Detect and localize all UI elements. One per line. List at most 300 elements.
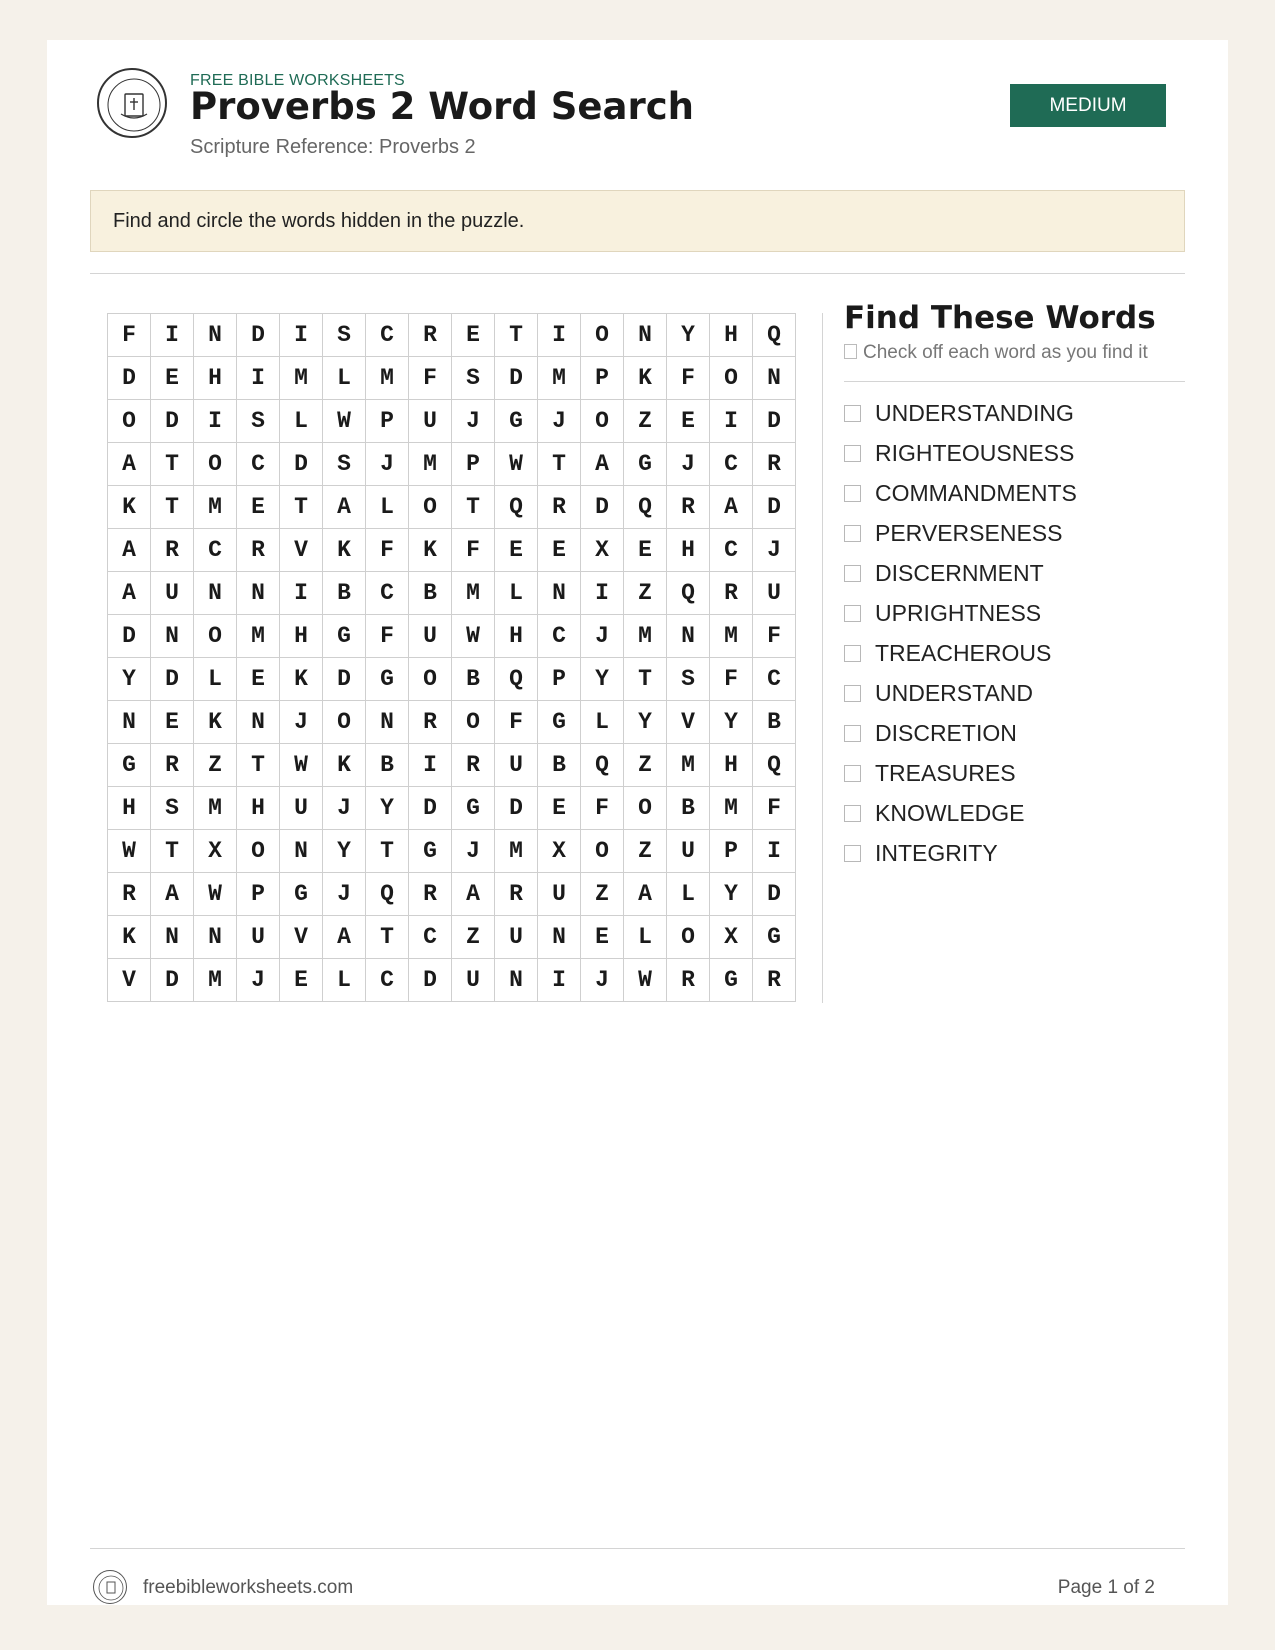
grid-cell[interactable]: I (280, 314, 323, 357)
grid-cell[interactable]: F (366, 615, 409, 658)
grid-cell[interactable]: M (194, 959, 237, 1002)
grid-cell[interactable]: G (366, 658, 409, 701)
grid-cell[interactable]: P (538, 658, 581, 701)
grid-cell[interactable]: I (710, 400, 753, 443)
grid-cell[interactable]: L (323, 357, 366, 400)
grid-cell[interactable]: F (366, 529, 409, 572)
grid-cell[interactable]: N (538, 572, 581, 615)
grid-cell[interactable]: R (409, 701, 452, 744)
grid-cell[interactable]: B (667, 787, 710, 830)
grid-cell[interactable]: I (538, 959, 581, 1002)
grid-cell[interactable]: U (280, 787, 323, 830)
grid-cell[interactable]: Y (366, 787, 409, 830)
word-list (844, 393, 1185, 873)
grid-cell[interactable]: M (710, 615, 753, 658)
grid-cell[interactable]: C (710, 443, 753, 486)
grid-cell[interactable]: T (151, 443, 194, 486)
grid-cell[interactable]: T (151, 486, 194, 529)
grid-cell[interactable]: T (151, 830, 194, 873)
grid-cell[interactable]: R (409, 314, 452, 357)
grid-cell[interactable]: M (366, 357, 409, 400)
grid-cell[interactable]: G (409, 830, 452, 873)
grid-cell[interactable]: Z (624, 830, 667, 873)
grid-cell[interactable]: M (194, 486, 237, 529)
grid-cell[interactable]: D (237, 314, 280, 357)
grid-cell[interactable]: G (108, 744, 151, 787)
grid-cell[interactable]: D (753, 486, 796, 529)
grid-cell[interactable]: Q (581, 744, 624, 787)
grid-cell[interactable]: T (237, 744, 280, 787)
grid-cell[interactable]: D (151, 658, 194, 701)
grid-cell[interactable]: P (237, 873, 280, 916)
grid-cell[interactable]: E (495, 529, 538, 572)
grid-cell[interactable]: M (194, 787, 237, 830)
grid-cell[interactable]: J (753, 529, 796, 572)
grid-cell[interactable]: G (710, 959, 753, 1002)
word-checkbox[interactable] (844, 525, 861, 542)
grid-cell[interactable]: W (495, 443, 538, 486)
grid-cell[interactable]: J (237, 959, 280, 1002)
grid-row (108, 615, 796, 658)
grid-cell[interactable]: D (495, 787, 538, 830)
grid-cell[interactable]: G (495, 400, 538, 443)
grid-cell[interactable]: P (452, 443, 495, 486)
grid-cell[interactable]: B (538, 744, 581, 787)
grid-cell[interactable]: D (409, 959, 452, 1002)
grid-cell[interactable]: E (151, 357, 194, 400)
grid-row (108, 400, 796, 443)
grid-cell[interactable]: W (323, 400, 366, 443)
grid-cell[interactable]: R (237, 529, 280, 572)
grid-cell[interactable]: P (366, 400, 409, 443)
grid-cell[interactable]: R (108, 873, 151, 916)
grid-cell[interactable]: J (452, 400, 495, 443)
grid-cell[interactable]: G (280, 873, 323, 916)
grid-cell[interactable]: F (667, 357, 710, 400)
grid-cell[interactable]: Y (581, 658, 624, 701)
grid-cell[interactable]: D (151, 400, 194, 443)
grid-cell[interactable]: H (194, 357, 237, 400)
grid-cell[interactable]: T (452, 486, 495, 529)
difficulty-badge: MEDIUM (1010, 84, 1166, 127)
grid-cell[interactable]: Z (194, 744, 237, 787)
grid-cell[interactable]: B (366, 744, 409, 787)
grid-cell[interactable]: J (581, 959, 624, 1002)
grid-cell[interactable]: G (753, 916, 796, 959)
grid-cell[interactable]: Q (753, 744, 796, 787)
grid-cell[interactable]: Q (667, 572, 710, 615)
grid-cell[interactable]: K (280, 658, 323, 701)
grid-cell[interactable]: P (710, 830, 753, 873)
grid-cell[interactable]: G (624, 443, 667, 486)
grid-cell[interactable]: N (151, 615, 194, 658)
grid-cell[interactable]: X (538, 830, 581, 873)
grid-cell[interactable]: Y (710, 701, 753, 744)
grid-cell[interactable]: E (667, 400, 710, 443)
grid-cell[interactable]: G (538, 701, 581, 744)
word-checkbox[interactable] (844, 725, 861, 742)
grid-cell[interactable]: X (194, 830, 237, 873)
grid-cell[interactable]: M (538, 357, 581, 400)
grid-cell[interactable]: N (753, 357, 796, 400)
grid-cell[interactable]: E (581, 916, 624, 959)
logo-seal-icon (97, 68, 167, 138)
grid-cell[interactable]: J (581, 615, 624, 658)
grid-cell[interactable]: X (581, 529, 624, 572)
word-item (844, 593, 1185, 633)
grid-cell[interactable]: A (108, 572, 151, 615)
grid-cell[interactable]: C (237, 443, 280, 486)
grid-cell[interactable]: L (323, 959, 366, 1002)
grid-cell[interactable]: E (624, 529, 667, 572)
grid-cell[interactable]: R (495, 873, 538, 916)
grid-cell[interactable]: K (194, 701, 237, 744)
grid-cell[interactable]: R (710, 572, 753, 615)
word-item (844, 553, 1185, 593)
footer-divider (90, 1548, 1185, 1549)
grid-cell[interactable]: N (366, 701, 409, 744)
grid-cell[interactable]: O (323, 701, 366, 744)
grid-cell[interactable]: N (237, 701, 280, 744)
grid-cell[interactable]: C (366, 959, 409, 1002)
word-checkbox[interactable] (844, 765, 861, 782)
grid-cell[interactable]: R (452, 744, 495, 787)
grid-cell[interactable]: Y (624, 701, 667, 744)
grid-cell[interactable]: Z (581, 873, 624, 916)
grid-cell[interactable]: Q (495, 486, 538, 529)
grid-cell[interactable]: D (108, 615, 151, 658)
grid-cell[interactable]: R (151, 529, 194, 572)
grid-cell[interactable]: L (667, 873, 710, 916)
grid-cell[interactable]: E (151, 701, 194, 744)
grid-cell[interactable]: J (323, 873, 366, 916)
grid-cell[interactable]: Z (452, 916, 495, 959)
grid-cell[interactable]: O (409, 658, 452, 701)
grid-cell[interactable]: Y (667, 314, 710, 357)
page-title: Proverbs 2 Word Search (190, 85, 695, 128)
grid-cell[interactable]: R (667, 959, 710, 1002)
grid-cell[interactable]: G (323, 615, 366, 658)
grid-cell[interactable]: A (710, 486, 753, 529)
grid-cell[interactable]: W (194, 873, 237, 916)
grid-cell[interactable]: F (753, 787, 796, 830)
grid-cell[interactable]: T (624, 658, 667, 701)
grid-cell[interactable]: O (581, 400, 624, 443)
instructions-box: Find and circle the words hidden in the puzzle. (90, 190, 1185, 252)
grid-cell[interactable]: M (452, 572, 495, 615)
grid-cell[interactable]: W (452, 615, 495, 658)
grid-cell[interactable]: H (710, 314, 753, 357)
grid-cell[interactable]: A (323, 916, 366, 959)
grid-cell[interactable]: L (280, 400, 323, 443)
grid-cell[interactable]: I (581, 572, 624, 615)
grid-cell[interactable]: C (194, 529, 237, 572)
grid-cell[interactable]: O (581, 830, 624, 873)
grid-cell[interactable]: W (624, 959, 667, 1002)
grid-cell[interactable]: R (409, 873, 452, 916)
scripture-reference: Scripture Reference: Proverbs 2 (190, 136, 476, 158)
grid-cell[interactable]: M (237, 615, 280, 658)
grid-cell[interactable]: R (753, 959, 796, 1002)
grid-cell[interactable]: F (753, 615, 796, 658)
grid-cell[interactable]: K (409, 529, 452, 572)
grid-cell[interactable]: B (753, 701, 796, 744)
footer-logo-icon (93, 1570, 127, 1604)
word-label: KNOWLEDGE (875, 799, 1025, 826)
grid-cell[interactable]: L (495, 572, 538, 615)
grid-cell[interactable]: J (452, 830, 495, 873)
header (97, 68, 1166, 168)
grid-cell[interactable]: Z (624, 572, 667, 615)
grid-cell[interactable]: M (667, 744, 710, 787)
word-checkbox[interactable] (844, 605, 861, 622)
grid-cell[interactable]: I (538, 314, 581, 357)
grid-cell[interactable]: C (409, 916, 452, 959)
grid-cell[interactable]: A (323, 486, 366, 529)
grid-cell[interactable]: H (280, 615, 323, 658)
grid-cell[interactable]: J (280, 701, 323, 744)
grid-cell[interactable]: D (280, 443, 323, 486)
grid-cell[interactable]: Z (624, 400, 667, 443)
column-divider (822, 313, 823, 1003)
grid-cell[interactable]: U (495, 744, 538, 787)
grid-cell[interactable]: T (495, 314, 538, 357)
grid-cell[interactable]: N (194, 916, 237, 959)
grid-cell[interactable]: D (753, 400, 796, 443)
grid-cell[interactable]: S (323, 314, 366, 357)
grid-cell[interactable]: J (538, 400, 581, 443)
grid-cell[interactable]: B (323, 572, 366, 615)
word-list-title: Find These Words (844, 300, 1156, 336)
grid-cell[interactable]: V (108, 959, 151, 1002)
grid-cell[interactable]: Q (495, 658, 538, 701)
grid-cell[interactable]: D (323, 658, 366, 701)
grid-cell[interactable]: N (538, 916, 581, 959)
grid-cell[interactable]: R (753, 443, 796, 486)
grid-cell[interactable]: O (667, 916, 710, 959)
grid-cell[interactable]: T (366, 916, 409, 959)
grid-cell[interactable]: E (538, 529, 581, 572)
grid-cell[interactable]: N (495, 959, 538, 1002)
grid-cell[interactable]: N (194, 314, 237, 357)
grid-cell[interactable]: V (280, 916, 323, 959)
grid-cell[interactable]: C (710, 529, 753, 572)
grid-row (108, 357, 796, 400)
grid-cell[interactable]: K (624, 357, 667, 400)
grid-cell[interactable]: O (194, 443, 237, 486)
grid-cell[interactable]: H (108, 787, 151, 830)
grid-cell[interactable]: J (323, 787, 366, 830)
grid-cell[interactable]: G (452, 787, 495, 830)
grid-cell[interactable]: Y (710, 873, 753, 916)
grid-cell[interactable]: S (452, 357, 495, 400)
grid-cell[interactable]: U (151, 572, 194, 615)
grid-cell[interactable]: Y (108, 658, 151, 701)
grid-cell[interactable]: H (710, 744, 753, 787)
footer-site-link[interactable]: freebibleworksheets.com (143, 1577, 354, 1598)
word-checkbox[interactable] (844, 645, 861, 662)
grid-cell[interactable]: R (538, 486, 581, 529)
grid-cell[interactable]: N (194, 572, 237, 615)
grid-cell[interactable]: H (237, 787, 280, 830)
grid-cell[interactable]: N (624, 314, 667, 357)
grid-cell[interactable]: U (452, 959, 495, 1002)
grid-cell[interactable]: O (710, 357, 753, 400)
grid-cell[interactable]: E (538, 787, 581, 830)
grid-cell[interactable]: C (538, 615, 581, 658)
word-label: PERVERSENESS (875, 519, 1063, 546)
grid-cell[interactable]: S (151, 787, 194, 830)
grid-cell[interactable]: Y (323, 830, 366, 873)
grid-cell[interactable]: U (667, 830, 710, 873)
grid-cell[interactable]: E (237, 658, 280, 701)
grid-cell[interactable]: F (108, 314, 151, 357)
grid-cell[interactable]: S (237, 400, 280, 443)
grid-cell[interactable]: E (280, 959, 323, 1002)
grid-cell[interactable]: C (366, 314, 409, 357)
grid-cell[interactable]: T (280, 486, 323, 529)
grid-cell[interactable]: D (753, 873, 796, 916)
grid-cell[interactable]: U (409, 615, 452, 658)
grid-cell[interactable]: C (753, 658, 796, 701)
word-checkbox[interactable] (844, 805, 861, 822)
grid-row (108, 830, 796, 873)
word-checkbox[interactable] (844, 685, 861, 702)
grid-cell[interactable]: F (495, 701, 538, 744)
word-checkbox[interactable] (844, 445, 861, 462)
grid-cell[interactable]: I (194, 400, 237, 443)
grid-cell[interactable]: A (581, 443, 624, 486)
grid-cell[interactable]: E (237, 486, 280, 529)
word-item (844, 473, 1185, 513)
grid-cell[interactable]: O (624, 787, 667, 830)
grid-cell[interactable]: F (409, 357, 452, 400)
grid-cell[interactable]: L (581, 701, 624, 744)
grid-cell[interactable]: N (151, 916, 194, 959)
grid-cell[interactable]: K (323, 744, 366, 787)
word-item (844, 833, 1185, 873)
grid-cell[interactable]: A (108, 529, 151, 572)
word-list-panel (844, 300, 1185, 873)
word-label: COMMANDMENTS (875, 479, 1077, 506)
grid-cell[interactable]: E (452, 314, 495, 357)
grid-cell[interactable]: U (237, 916, 280, 959)
grid-cell[interactable]: T (366, 830, 409, 873)
grid-cell[interactable]: U (538, 873, 581, 916)
grid-row (108, 873, 796, 916)
grid-cell[interactable]: V (280, 529, 323, 572)
grid-cell[interactable]: N (108, 701, 151, 744)
grid-cell[interactable]: N (667, 615, 710, 658)
grid-cell[interactable]: V (667, 701, 710, 744)
grid-cell[interactable]: J (667, 443, 710, 486)
grid-cell[interactable]: L (624, 916, 667, 959)
grid-cell[interactable]: D (581, 486, 624, 529)
grid-cell[interactable]: M (710, 787, 753, 830)
grid-cell[interactable]: H (667, 529, 710, 572)
grid-cell[interactable]: F (710, 658, 753, 701)
word-checkbox[interactable] (844, 845, 861, 862)
grid-cell[interactable]: B (409, 572, 452, 615)
grid-cell[interactable]: A (624, 873, 667, 916)
grid-cell[interactable]: M (624, 615, 667, 658)
grid-cell[interactable]: D (409, 787, 452, 830)
grid-cell[interactable]: O (409, 486, 452, 529)
grid-cell[interactable]: I (151, 314, 194, 357)
word-checkbox[interactable] (844, 565, 861, 582)
grid-cell[interactable]: F (581, 787, 624, 830)
grid-cell[interactable]: I (753, 830, 796, 873)
grid-cell[interactable]: H (495, 615, 538, 658)
grid-cell[interactable]: Z (624, 744, 667, 787)
grid-cell[interactable]: L (366, 486, 409, 529)
grid-cell[interactable]: M (280, 357, 323, 400)
grid-cell[interactable]: R (151, 744, 194, 787)
grid-cell[interactable]: W (280, 744, 323, 787)
grid-cell[interactable]: N (280, 830, 323, 873)
grid-cell[interactable]: D (495, 357, 538, 400)
grid-cell[interactable]: X (710, 916, 753, 959)
grid-cell[interactable]: P (581, 357, 624, 400)
grid-cell[interactable]: J (366, 443, 409, 486)
grid-cell[interactable]: M (409, 443, 452, 486)
grid-cell[interactable]: Q (366, 873, 409, 916)
word-checkbox[interactable] (844, 485, 861, 502)
grid-cell[interactable]: K (323, 529, 366, 572)
grid-cell[interactable]: F (452, 529, 495, 572)
grid-cell[interactable]: O (452, 701, 495, 744)
grid-cell[interactable]: L (194, 658, 237, 701)
word-list-subtitle-text: Check off each word as you find it (863, 342, 1148, 363)
grid-cell[interactable]: O (108, 400, 151, 443)
grid-row (108, 529, 796, 572)
grid-cell[interactable]: W (108, 830, 151, 873)
grid-cell[interactable]: S (323, 443, 366, 486)
grid-cell[interactable]: U (409, 400, 452, 443)
grid-cell[interactable]: D (108, 357, 151, 400)
grid-cell[interactable]: A (108, 443, 151, 486)
grid-cell[interactable]: D (151, 959, 194, 1002)
grid-cell[interactable]: Q (624, 486, 667, 529)
word-label: TREACHEROUS (875, 639, 1052, 666)
grid-cell[interactable]: K (108, 486, 151, 529)
grid-cell[interactable]: T (538, 443, 581, 486)
grid-cell[interactable]: B (452, 658, 495, 701)
word-checkbox[interactable] (844, 405, 861, 422)
grid-cell[interactable]: I (237, 357, 280, 400)
grid-cell[interactable]: U (495, 916, 538, 959)
grid-row (108, 486, 796, 529)
grid-cell[interactable]: I (280, 572, 323, 615)
grid-row (108, 443, 796, 486)
grid-cell[interactable]: I (409, 744, 452, 787)
grid-cell[interactable]: O (194, 615, 237, 658)
grid-cell[interactable]: A (151, 873, 194, 916)
grid-cell[interactable]: K (108, 916, 151, 959)
grid-cell[interactable]: U (753, 572, 796, 615)
word-label: UNDERSTANDING (875, 399, 1074, 426)
grid-cell[interactable]: O (237, 830, 280, 873)
grid-cell[interactable]: R (667, 486, 710, 529)
grid-cell[interactable]: S (667, 658, 710, 701)
grid-cell[interactable]: O (581, 314, 624, 357)
grid-cell[interactable]: N (237, 572, 280, 615)
word-item (844, 793, 1185, 833)
grid-cell[interactable]: A (452, 873, 495, 916)
grid-cell[interactable]: M (495, 830, 538, 873)
grid-cell[interactable]: Q (753, 314, 796, 357)
grid-cell[interactable]: C (366, 572, 409, 615)
